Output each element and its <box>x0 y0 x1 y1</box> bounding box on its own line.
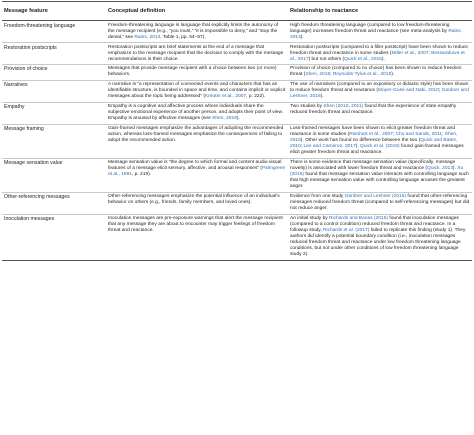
relationship-cell <box>288 214 472 260</box>
citation-link[interactable]: Kreuter et al., 2007 <box>204 94 247 100</box>
relationship-cell <box>288 102 472 124</box>
cell-text: found that the experience of state empathy reduced freedom threat and reactance. <box>290 104 457 116</box>
cell-text: Loss-framed messages have been shown to elicit greater freedom threat and reactance in some studies ( <box>290 126 456 138</box>
message-feature-cell: Message framing <box>2 124 106 158</box>
table-row <box>2 80 472 102</box>
citation-link[interactable]: Richards et al. (2017) <box>323 228 370 234</box>
cell-text: , Table 1, pp. 54–57). <box>160 34 206 40</box>
citation-link[interactable]: Shen, 2015 <box>290 132 458 144</box>
relationship-cell <box>288 64 472 80</box>
cell-text: ; <box>428 50 432 56</box>
citation-link[interactable]: Palmgreen et al., 1991 <box>108 166 286 178</box>
table-row <box>2 102 472 124</box>
header-conceptual-definition: Conceptual definition <box>106 2 288 21</box>
cell-text: ). <box>236 116 240 122</box>
cell-text: found that other-referencing messages reduced freedom threat (compared to self-referencing messages) but did not reduce anger. <box>290 194 470 212</box>
cell-text: Freedom-threatening language is language that explicitly limits the autonomy of the message recipient (e.g., “you must,” “it is impossible to deny,” and “stop the denial,” see <box>108 22 279 40</box>
relationship-cell <box>288 158 472 192</box>
citation-link[interactable]: Lee and Cameron, 2017 <box>303 144 356 150</box>
cell-text: ; <box>438 88 442 94</box>
message-feature-cell: Message sensation value <box>2 158 106 192</box>
cell-text: found that inoculation messages (compared to a control condition) reduced freedom threat and reactance. In a followup study, <box>290 216 459 234</box>
cell-text: Provision of choice (compared to no choice) has been shown to reduce freedom threat ( <box>290 66 462 78</box>
cell-text: Evidence from one study <box>290 194 345 200</box>
cell-text: Inoculation messages are pre-exposure warnings that alert the message recipient that any message they are about to encounter may trigger feelings of freedom threat and reactance. <box>108 216 283 234</box>
message-feature-cell: Empathy <box>2 102 106 124</box>
relationship-cell <box>288 21 472 43</box>
citation-link[interactable]: Cho and Sands, 2011 <box>395 132 443 138</box>
citation-link[interactable]: Quick et al., 2015 <box>344 56 382 62</box>
citation-link[interactable]: Richards and Banas (2015) <box>329 216 389 222</box>
table-row <box>2 158 472 192</box>
cell-text: A narrative is “a representation of connected events and characters that has an identifiable structure, is bounded in space and time, and contains implicit or explicit messages about the topic being addressed” ( <box>108 82 286 100</box>
conceptual-definition-cell <box>106 21 288 43</box>
table-body <box>2 21 472 261</box>
conceptual-definition-cell <box>106 192 288 214</box>
cell-text: Restoration postscripts are brief statements at the end of a message that emphasize to the message recipient that the decision to comply with the message recommendations is their choice. <box>108 44 284 62</box>
table-row <box>2 192 472 214</box>
citation-link[interactable]: Gardner and Leshner, 2016 <box>290 88 469 100</box>
conceptual-definition-cell <box>106 42 288 64</box>
citation-link[interactable]: Miller et al., 2007 <box>391 50 429 56</box>
cell-text: ). <box>452 166 458 172</box>
cell-text: ). <box>381 56 385 62</box>
message-feature-cell: Restoration postscripts <box>2 42 106 64</box>
citation-link[interactable]: Shen (2010 <box>323 104 349 110</box>
header-message-feature: Message feature <box>2 2 106 21</box>
cell-text: ). <box>300 34 304 40</box>
cell-text: Message sensation value is “the degree to which formal and content audio-visual features of a message elicit sensory, affective, and arousal responses” ( <box>108 160 282 172</box>
cell-text: ; <box>300 144 304 150</box>
cell-text: An initial study by <box>290 216 330 222</box>
citation-link[interactable]: 2011) <box>351 104 364 110</box>
message-feature-cell: Narratives <box>2 80 106 102</box>
message-feature-cell: Other-referencing messages <box>2 192 106 214</box>
citation-link[interactable]: Shen, 2015 <box>305 72 331 78</box>
relationship-cell <box>288 124 472 158</box>
cell-text: Empathy is a cognitive and affective process where individuals share the subjective emotional experience of another person, and adopts their point of view. Empathy is aroused by affective messages (see <box>108 104 284 122</box>
citation-link[interactable]: Moyer-Gusé and Nabi, 2010 <box>378 88 439 94</box>
table-row <box>2 64 472 80</box>
cell-text: Gain-framed messages emphasize the advantages of adopting the recommended action, whereas loss-framed messages emphasize the consequences of failing to adopt the recommended action. <box>108 126 284 144</box>
cell-text: ). <box>320 94 324 100</box>
cell-text: , <box>348 104 352 110</box>
relationship-cell <box>288 42 472 64</box>
conceptual-definition-cell <box>106 124 288 158</box>
conceptual-definition-cell <box>106 214 288 260</box>
table-row <box>2 21 472 43</box>
reactance-table <box>2 1 472 261</box>
citation-link[interactable]: Quick et al. (2015) <box>360 144 400 150</box>
citation-link[interactable]: Xu (2015) <box>290 166 464 178</box>
cell-text: Other-referencing messages emphasize the potential influence of an individual’s behavior on others (e.g., friends, family members, and loved ones). <box>108 194 280 206</box>
cell-text: Messages that provide message recipient with a choice between two (or more) behaviors. <box>108 66 277 78</box>
citation-link[interactable]: Rains, 2013 <box>290 28 463 40</box>
message-feature-cell: Freedom-threatening language <box>2 21 106 43</box>
cell-text: The use of narratives (compared to an expository or didactic style) has been shown to reduce freedom threat and reactance ( <box>290 82 469 94</box>
conceptual-definition-cell <box>106 102 288 124</box>
cell-text: There is some evidence that message sensation value (specifically, message novelty) is associated with lower freedom threat and reactance ( <box>290 160 456 172</box>
conceptual-definition-cell <box>106 80 288 102</box>
cell-text: Two studies by <box>290 104 324 110</box>
header-row <box>2 2 472 21</box>
citation-link[interactable]: Reynolds-Tylus et al., 2019 <box>332 72 392 78</box>
relationship-cell <box>288 80 472 102</box>
cell-text: ; <box>392 132 396 138</box>
citation-link[interactable]: Shen, 2019 <box>212 116 237 122</box>
citation-link[interactable]: Quick and Bates, 2010 <box>290 138 458 150</box>
cell-text: ) but not others ( <box>308 56 345 62</box>
citation-link[interactable]: Quick, 2013 <box>427 166 453 172</box>
cell-text: Restoration postscripts (compared to a filler postscript) have been shown to reduce freedom threat and reactance in some studies ( <box>290 44 468 56</box>
cell-text: failed to replicate this finding (study 1). They authors did identify a potential boundary condition (i.e., inoculation messages reduced freedom threat and reactance under low freedom threatening language conditions, but not under other conditions of low freedom threatening language study 2). <box>290 228 466 258</box>
cell-text: ). <box>355 144 361 150</box>
cell-text: , p. 222). <box>246 94 266 100</box>
citation-link[interactable]: Reinhart et al., 2007 <box>349 132 393 138</box>
citation-link[interactable]: Bessarabova et al., 2017 <box>290 50 465 62</box>
table-row <box>2 42 472 64</box>
cell-text: ). <box>391 72 395 78</box>
conceptual-definition-cell <box>106 64 288 80</box>
message-feature-cell: Provision of choice <box>2 64 106 80</box>
cell-text: ; <box>442 132 445 138</box>
relationship-cell <box>288 192 472 214</box>
cell-text: ). Other work has found no difference between the two ( <box>300 138 421 144</box>
cell-text: High freedom threatening language (compared to low freedom-threatening language) increases freedom threat and reactance (see meta-analysis by <box>290 22 450 34</box>
cell-text: , p. 219). <box>131 172 152 178</box>
cell-text: ; <box>330 72 333 78</box>
message-feature-cell: Inoculation messages <box>2 214 106 260</box>
cell-text: found gain-framed messages elicit greater freedom threat and reactance. <box>290 144 464 156</box>
table-row <box>2 124 472 158</box>
header-relationship-to-reactance: Relationship to reactance <box>288 2 472 21</box>
citation-link[interactable]: Rains, 2013 <box>134 34 161 40</box>
citation-link[interactable]: Gardner and Leshner (2016) <box>344 194 407 200</box>
table-row <box>2 214 472 260</box>
conceptual-definition-cell <box>106 158 288 192</box>
cell-text: found that message sensation value interacts with controlling language such that high message sensation value with controlling language arouses the greatest anger. <box>290 172 469 190</box>
